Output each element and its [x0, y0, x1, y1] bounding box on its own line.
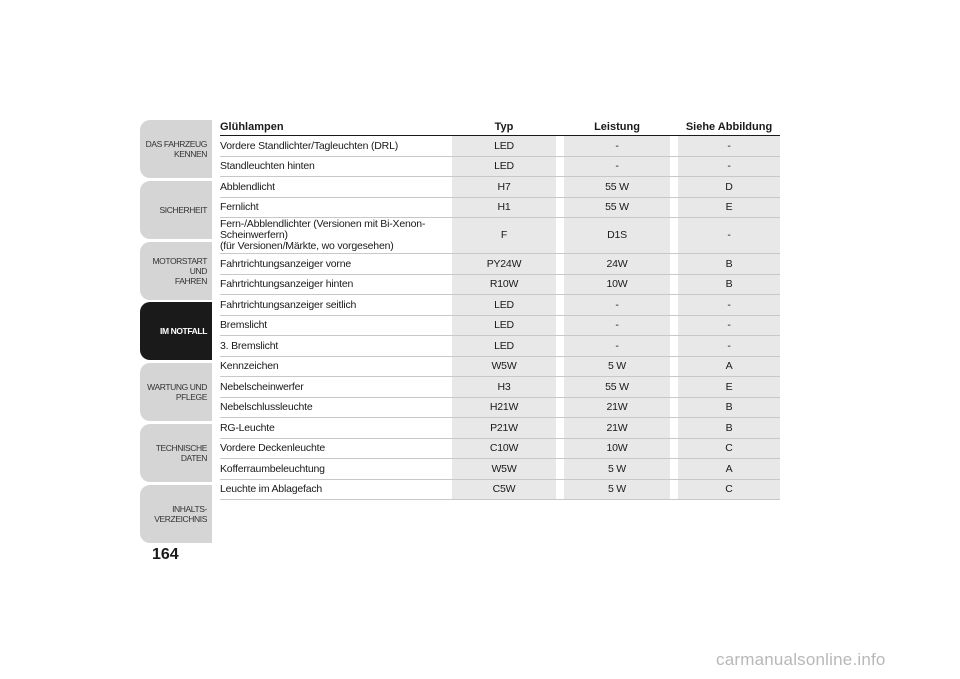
bulb-name: Leuchte im Ablagefach — [220, 483, 323, 496]
cell-leistung: D1S — [564, 218, 670, 254]
watermark: carmanualsonline.info — [716, 650, 886, 669]
cell-abbildung: C — [678, 438, 780, 459]
cell-abbildung: A — [678, 356, 780, 377]
table-row — [220, 438, 780, 459]
cell-name — [220, 177, 452, 198]
cell-gap — [670, 356, 678, 377]
cell-abbildung: A — [678, 459, 780, 480]
tab-technische-daten[interactable] — [140, 424, 212, 482]
tab-sicherheit[interactable] — [140, 181, 212, 239]
table-row — [220, 459, 780, 480]
bulb-name: Fernlicht — [220, 201, 259, 214]
tab-label: DAS FAHRZEUG KENNEN — [145, 139, 207, 159]
cell-name — [220, 254, 452, 275]
table-row — [220, 177, 780, 198]
cell-typ: LED — [452, 315, 556, 336]
cell-leistung: - — [564, 336, 670, 357]
cell-abbildung: C — [678, 479, 780, 500]
header-typ: Typ — [452, 114, 556, 136]
cell-gap — [556, 177, 564, 198]
cell-abbildung: B — [678, 418, 780, 439]
cell-abbildung: E — [678, 377, 780, 398]
table-row — [220, 197, 780, 218]
table-row — [220, 156, 780, 177]
cell-typ: LED — [452, 136, 556, 157]
header-siehe-abbildung: Siehe Abbildung — [678, 114, 780, 136]
table-row — [220, 397, 780, 418]
cell-gap — [670, 336, 678, 357]
header-gluehlampen: Glühlampen — [220, 114, 452, 136]
cell-name — [220, 218, 452, 254]
tab-label: INHALTS- VERZEICHNIS — [154, 504, 207, 524]
cell-gap — [670, 479, 678, 500]
cell-typ: R10W — [452, 274, 556, 295]
cell-leistung: - — [564, 136, 670, 157]
cell-name — [220, 274, 452, 295]
cell-abbildung: B — [678, 254, 780, 275]
cell-abbildung: - — [678, 336, 780, 357]
table-row — [220, 295, 780, 316]
table-body — [220, 136, 780, 500]
cell-gap — [670, 136, 678, 157]
table-row — [220, 377, 780, 398]
cell-name — [220, 315, 452, 336]
bulb-table-container — [220, 114, 780, 500]
cell-gap — [556, 459, 564, 480]
cell-name — [220, 377, 452, 398]
bulb-name: Abblendlicht — [220, 180, 275, 193]
tab-label: SICHERHEIT — [159, 205, 207, 215]
cell-typ: W5W — [452, 356, 556, 377]
cell-leistung: 24W — [564, 254, 670, 275]
cell-abbildung: - — [678, 136, 780, 157]
cell-gap — [670, 218, 678, 254]
table-header-row — [220, 114, 780, 136]
bulb-name: Fern-/Abblendlichter (Versionen mit Bi-Xenon-Scheinwerfern) — [220, 218, 426, 241]
table-row — [220, 274, 780, 295]
cell-name — [220, 397, 452, 418]
cell-typ: F — [452, 218, 556, 254]
cell-name — [220, 418, 452, 439]
tab-label: WARTUNG UND PFLEGE — [147, 382, 207, 402]
cell-abbildung: B — [678, 274, 780, 295]
cell-abbildung: D — [678, 177, 780, 198]
cell-abbildung: B — [678, 397, 780, 418]
cell-name — [220, 295, 452, 316]
cell-gap — [556, 254, 564, 275]
table-row — [220, 356, 780, 377]
cell-gap — [670, 438, 678, 459]
cell-gap — [670, 254, 678, 275]
bulb-name: RG-Leuchte — [220, 421, 275, 434]
cell-name — [220, 356, 452, 377]
cell-gap — [556, 438, 564, 459]
cell-name — [220, 136, 452, 157]
tab-im-notfall[interactable] — [140, 302, 212, 360]
table-row — [220, 136, 780, 157]
cell-leistung: 21W — [564, 397, 670, 418]
cell-gap — [670, 295, 678, 316]
bulb-name: Nebelschlussleuchte — [220, 401, 313, 414]
cell-name — [220, 459, 452, 480]
cell-name — [220, 156, 452, 177]
cell-gap — [670, 274, 678, 295]
tab-label: TECHNISCHE DATEN — [155, 443, 207, 463]
tab-motorstart-und-fahren[interactable] — [140, 242, 212, 300]
cell-gap — [556, 218, 564, 254]
bulb-name: Fahrtrichtungsanzeiger vorne — [220, 257, 351, 270]
cell-abbildung: - — [678, 315, 780, 336]
bulb-name: Nebelscheinwerfer — [220, 380, 304, 393]
cell-leistung: 55 W — [564, 177, 670, 198]
cell-gap — [556, 315, 564, 336]
cell-leistung: 21W — [564, 418, 670, 439]
cell-gap — [670, 459, 678, 480]
cell-name — [220, 438, 452, 459]
cell-gap — [556, 274, 564, 295]
cell-typ: LED — [452, 295, 556, 316]
bulb-name: Standleuchten hinten — [220, 160, 315, 173]
cell-abbildung: - — [678, 218, 780, 254]
cell-name — [220, 336, 452, 357]
cell-gap — [556, 197, 564, 218]
cell-gap — [670, 418, 678, 439]
bulb-table — [220, 114, 780, 500]
cell-typ: H3 — [452, 377, 556, 398]
tab-label: MOTORSTART UND FAHREN — [152, 256, 207, 286]
cell-typ: P21W — [452, 418, 556, 439]
cell-leistung: 55 W — [564, 197, 670, 218]
bulb-name-note: (für Versionen/Märkte, wo vorgesehen) — [220, 240, 394, 252]
bulb-name: Bremslicht — [220, 319, 268, 332]
cell-leistung: 5 W — [564, 356, 670, 377]
table-row — [220, 218, 780, 254]
cell-gap — [556, 136, 564, 157]
header-gap — [670, 114, 678, 136]
cell-leistung: - — [564, 315, 670, 336]
bulb-name: Kennzeichen — [220, 360, 279, 373]
cell-gap — [670, 156, 678, 177]
cell-gap — [556, 156, 564, 177]
cell-typ: H1 — [452, 197, 556, 218]
table-row — [220, 418, 780, 439]
cell-leistung: 5 W — [564, 479, 670, 500]
cell-gap — [670, 197, 678, 218]
bulb-name: Fahrtrichtungsanzeiger hinten — [220, 278, 354, 291]
bulb-name: Vordere Deckenleuchte — [220, 442, 325, 455]
tab-das-fahrzeug-kennen[interactable] — [140, 120, 212, 178]
bulb-name: Vordere Standlichter/Tagleuchten (DRL) — [220, 139, 399, 152]
table-row — [220, 315, 780, 336]
cell-typ: C10W — [452, 438, 556, 459]
cell-gap — [670, 315, 678, 336]
header-gap — [556, 114, 564, 136]
bulb-name: Kofferraumbeleuchtung — [220, 462, 325, 475]
cell-gap — [670, 177, 678, 198]
cell-gap — [556, 418, 564, 439]
cell-name — [220, 479, 452, 500]
header-leistung: Leistung — [564, 114, 670, 136]
cell-gap — [556, 377, 564, 398]
cell-typ: LED — [452, 336, 556, 357]
cell-gap — [556, 336, 564, 357]
table-row — [220, 479, 780, 500]
cell-typ: H7 — [452, 177, 556, 198]
cell-abbildung: E — [678, 197, 780, 218]
tab-wartung-und-pflege[interactable] — [140, 363, 212, 421]
cell-abbildung: - — [678, 295, 780, 316]
tab-inhaltsverzeichnis[interactable] — [140, 485, 212, 543]
cell-typ: W5W — [452, 459, 556, 480]
page-number: 164 — [152, 546, 179, 563]
cell-leistung: 10W — [564, 274, 670, 295]
cell-leistung: - — [564, 156, 670, 177]
cell-gap — [556, 479, 564, 500]
bulb-name: Fahrtrichtungsanzeiger seitlich — [220, 298, 357, 311]
cell-gap — [556, 295, 564, 316]
cell-leistung: - — [564, 295, 670, 316]
table-row — [220, 336, 780, 357]
cell-gap — [670, 377, 678, 398]
table-row — [220, 254, 780, 275]
bulb-name: 3. Bremslicht — [220, 339, 279, 352]
cell-name — [220, 197, 452, 218]
cell-gap — [670, 397, 678, 418]
cell-typ: C5W — [452, 479, 556, 500]
cell-typ: H21W — [452, 397, 556, 418]
cell-leistung: 10W — [564, 438, 670, 459]
cell-gap — [556, 356, 564, 377]
cell-abbildung: - — [678, 156, 780, 177]
cell-typ: LED — [452, 156, 556, 177]
tab-label: IM NOTFALL — [160, 326, 207, 336]
cell-leistung: 55 W — [564, 377, 670, 398]
cell-leistung: 5 W — [564, 459, 670, 480]
cell-gap — [556, 397, 564, 418]
cell-typ: PY24W — [452, 254, 556, 275]
